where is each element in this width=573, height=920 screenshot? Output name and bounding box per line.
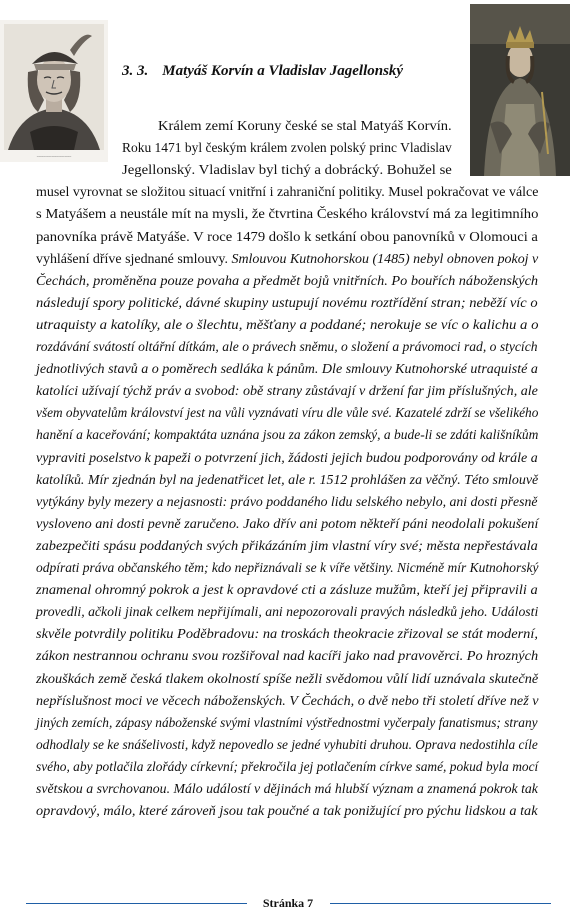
body-line-text: musel vyrovnat se složitou situací vnitřní i zahraniční politiky. Musel pokračovat ve válce <box>36 184 539 200</box>
body-line-text: vypraviti poselstvo k papeži o potvrzení jich, žádosti jejich budou podporovány od krále a <box>36 449 538 465</box>
body-line <box>36 273 538 289</box>
body-line <box>36 803 538 819</box>
body-line <box>122 140 452 156</box>
body-line-text: zákon nestrannou ochranu svou rozšiřoval nad kacíři jako nad pravověrci. Po hrozných <box>36 648 539 664</box>
body-line-text: znamenal ohromný pokrok a jest k opravdové cti a zásluze mužům, kteří jej připravili a <box>36 582 538 598</box>
section-number: 3. 3. <box>122 63 149 79</box>
body-line-text: jiných zemích, zápasy náboženské svými vlastními výstřednostmi vyčerpaly fanatismus; strany <box>36 714 538 730</box>
body-line-text: odpírati práva občanského těm; kdo nepřiznávali se k víře většiny. Nicméně mír Kutnohorský <box>36 560 539 575</box>
body-line-text: následují spory politické, dávné skupiny ustupují novému roztřídění stran; neběží víc o <box>36 294 538 310</box>
body-line-text: utraquisty a katolíky, ale o šlechtu, měšťany a poddané; nerokuje se víc o kalichu a o <box>36 316 539 332</box>
body-line-text: skvěle potvrdily politiku Poděbradovu: na troskách theokracie zřizoval se stát moderní, <box>36 626 538 642</box>
body-line <box>36 229 538 245</box>
body-line <box>36 781 538 797</box>
body-line-text: rozdávání svátostí oltářní dítkám, ale o právech sněmu, o složení a právomoci rad, o stycích <box>36 339 538 354</box>
body-line <box>122 162 452 178</box>
body-line <box>36 715 538 731</box>
body-line-text: s Matyášem a neustále mít na mysli, že čtvrtina Českého království má za legitimního <box>36 206 539 222</box>
body-line-text: provedli, ačkoli jinak celkem nepřijímali, ani nepozorovali pravých následků jeho. Události <box>36 604 539 620</box>
body-line <box>36 648 538 664</box>
body-line-text: hanění a kaceřování; kompaktáta uznána jsou za zákon zemský, a bude-li se zdáti kališníkům <box>36 427 539 443</box>
body-line-text: Čechách, proměněna pouze povaha a předmět bojů vnitřních. Po bouřích náboženských <box>36 272 539 288</box>
body-line-text: Králem zemí Koruny české se stal Matyáš Korvín. <box>158 118 452 133</box>
body-line <box>36 560 538 576</box>
body-line-text: světskou a svrchovanou. Málo událostí v dějinách má hlubší význam a znamená pokrok tak <box>36 781 538 796</box>
body-line <box>36 582 538 598</box>
body-line-text: Roku 1471 byl českým králem zvolen polský princ Vladislav <box>122 140 452 156</box>
body-line-text: vysloveno ani dosti pevně zaručeno. Jako dřív ani potom někteří páni neodolali pokušení <box>36 515 539 531</box>
body-line-text: Jegellonský. Vladislav byl tichý a dobrácký. Bohužel se <box>122 162 452 178</box>
body-line-text: opravdový, málo, které zároveň jsou tak poučné a tak ponižující pro pýchu lidskou a tak <box>36 803 538 819</box>
body-line <box>36 516 538 532</box>
body-line <box>158 118 452 134</box>
body-line-text: všem obyvatelům království jest na vůli vyznávati víru dle vůle své. Kazatelé zdrží se všelikého <box>36 405 539 421</box>
body-line <box>36 361 538 377</box>
footer-rule-left <box>26 903 247 904</box>
body-line <box>36 450 538 466</box>
body-line-text: zabezpečiti spásu poddaných svých přikázáním jim vlastní víry své; města nepřestávala <box>36 537 538 553</box>
body-line <box>36 737 538 753</box>
body-line <box>36 427 538 443</box>
body-line <box>36 206 538 222</box>
body-line-italic-text: Smlouvou Kutnohorskou (1485) nebyl obnoven pokoj v <box>227 250 539 266</box>
body-line <box>36 184 538 200</box>
body-line-text: vyhlášení dříve sjednané smlouvy. <box>36 250 228 266</box>
body-line <box>36 693 538 709</box>
body-line <box>36 251 538 267</box>
body-line-text: vytýkány byly mezery a nejasnosti: právo poddaného lidu selského nebylo, ani dosti přesně <box>36 493 538 509</box>
footer-rule-right <box>330 903 551 904</box>
body-line <box>36 317 539 333</box>
body-line-text: svého, aby potlačila zlořády církevní; překročila jej potlačením církve samé, pokud byla mocí <box>36 758 539 774</box>
body-line-text: odhodlaly se ke snášelivosti, když nepovedlo se jedné vyhubiti druhou. Oprava nedostihla cíle <box>36 736 538 752</box>
body-line <box>36 383 538 399</box>
body-line-text: zkouškách země česká tlakem okolností spíše nežli svědomou vůlí lidí uznávala skutečně <box>36 670 539 686</box>
body-line-text: jednotlivých stavů a o poměrech sedláka k pánům. Dle smlouvy Kutnohorské utraquisté a <box>36 361 538 377</box>
body-line <box>36 295 538 311</box>
page-number: Stránka 7 <box>262 896 314 910</box>
body-line <box>36 604 538 620</box>
svg-text:~~~~~~~~~~~~~~~~: ~~~~~~~~~~~~~~~~ <box>36 154 72 159</box>
body-line <box>36 671 538 687</box>
body-line <box>36 339 538 355</box>
body-line <box>36 538 538 554</box>
body-line-text: panovníka právě Matyáše. V roce 1479 došlo k setkání obou panovníků v Olomouci a <box>36 228 538 244</box>
body-line <box>36 626 538 642</box>
body-line <box>36 759 538 775</box>
body-line-text: nepříslušnost moci ve věcech náboženských. V Čechách, o dvě nebo tři století dříve než v <box>36 692 539 708</box>
body-line-text: katolíci užívají týchž práv a svobod: obě strany zůstávají v držení far jim příslušných, ale <box>36 383 538 399</box>
section-title: Matyáš Korvín a Vladislav Jagellonský <box>162 63 404 79</box>
body-line <box>36 472 538 488</box>
body-line-text: katolíků. Mír zjednán byl na jedenatřicet let, ale r. 1512 prohlášen za věčný. Této smlouvě <box>36 471 539 487</box>
body-line <box>36 494 538 510</box>
body-line <box>36 405 538 421</box>
